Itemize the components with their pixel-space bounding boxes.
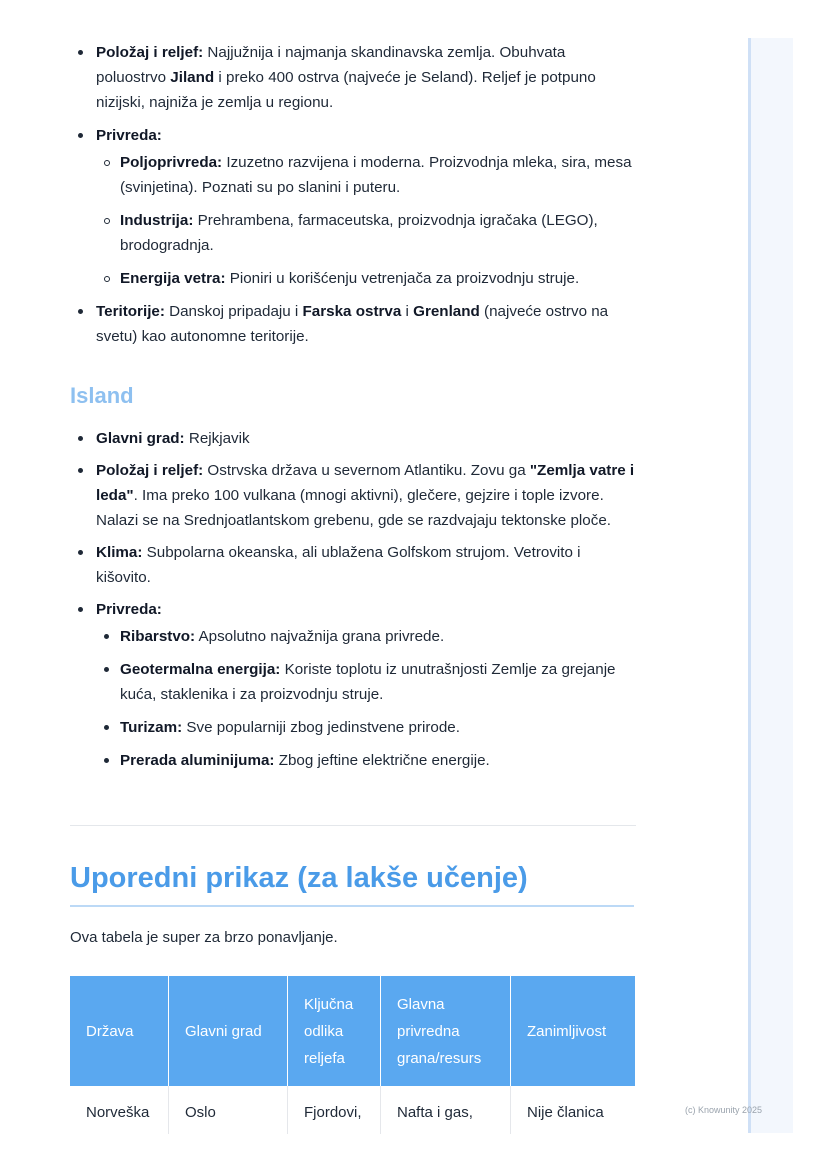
- label-teritorije: Teritorije:: [96, 303, 165, 320]
- text: . Ima preko 100 vulkana (mnogi aktivni), glečere, gejzire i tople izvore. Nalazi se na Srednjoatlantskom grebenu, gde se razdvajaju tektonske ploče.: [96, 487, 611, 529]
- list-item-polozaj: [70, 40, 636, 115]
- cell: Oslo: [169, 1086, 288, 1134]
- cell: Fjordovi,: [288, 1086, 381, 1134]
- label: Industrija:: [120, 212, 194, 229]
- cell: Norveška: [70, 1086, 169, 1134]
- comparison-intro: Ova tabela je super za brzo ponavljanje.: [70, 929, 338, 946]
- page-side-panel: [748, 38, 793, 1133]
- text: Danskoj pripadaju i: [164, 303, 303, 320]
- text: Koriste toplotu iz unutrašnjosti Zemlje za grejanje kuća, staklenika i za proizvodnju struje.: [120, 661, 616, 703]
- text: i: [401, 303, 414, 320]
- list-item: [96, 657, 636, 707]
- header-zanimljivost: Zanimljivost: [511, 976, 636, 1086]
- text: (najveće ostrvo na svetu) kao autonomne teritorije.: [96, 303, 609, 345]
- table-row: [70, 1086, 635, 1134]
- text: Subpolarna okeanska, ali ublažena Golfskom strujom. Vetrovito i kišovito.: [96, 544, 581, 586]
- text: Zbog jeftine električne energije.: [274, 752, 490, 769]
- label: Položaj i reljef:: [96, 462, 204, 479]
- bold-farska: Farska ostrva: [302, 303, 402, 320]
- text: Najjužnija i najmanja skandinavska zemlja. Obuhvata poluostrvo: [96, 44, 566, 86]
- list-item: [96, 266, 636, 291]
- label: Prerada aluminijuma:: [120, 752, 275, 769]
- list-item: [96, 208, 636, 258]
- label: Glavni grad:: [96, 430, 185, 447]
- list-item-klima: [70, 540, 636, 590]
- label-polozaj: Položaj i reljef:: [96, 44, 204, 61]
- table-header-row: [70, 976, 635, 1086]
- header-drzava: Država: [70, 976, 169, 1086]
- danska-privreda-sublist: [96, 150, 636, 291]
- label: Privreda:: [96, 601, 162, 618]
- bold-quote: "Zemlja vatre i leda": [96, 462, 635, 504]
- label: Energija vetra:: [120, 270, 226, 287]
- label: Turizam:: [120, 719, 183, 736]
- section-heading-island: Island: [70, 383, 134, 408]
- label: Poljoprivreda:: [120, 154, 223, 171]
- list-item: [96, 715, 636, 740]
- list-item-privreda: [70, 123, 636, 291]
- label: Klima:: [96, 544, 143, 561]
- text: Izuzetno razvijena i moderna. Proizvodnja mleka, sira, mesa (svinjetina). Poznati su po slanini i puteru.: [120, 154, 632, 196]
- bold-grenland: Grenland: [413, 303, 480, 320]
- island-privreda-sublist: [96, 624, 636, 773]
- cell: Nafta i gas,: [381, 1086, 511, 1134]
- list-item: [96, 624, 636, 649]
- header-privreda: Glavna privredna grana/resurs: [381, 976, 511, 1086]
- list-item-privreda: [70, 597, 636, 773]
- cell: Nije članica: [527, 1104, 604, 1121]
- island-list: [70, 426, 636, 781]
- text: Pioniri u korišćenju vetrenjača za proizvodnju struje.: [225, 270, 580, 287]
- list-item-polozaj: [70, 458, 636, 533]
- bold-jiland: Jiland: [170, 69, 215, 86]
- list-item: [96, 150, 636, 200]
- label: Ribarstvo:: [120, 628, 196, 645]
- list-item-teritorije: [70, 299, 636, 349]
- header-reljef: Ključna odlika reljefa: [288, 976, 381, 1086]
- text: Ostrvska država u severnom Atlantiku. Zovu ga: [203, 462, 530, 479]
- text: i preko 400 ostrva (najveće je Seland). Reljef je potpuno nizijski, najniža je zemlja u regionu.: [96, 69, 596, 111]
- copyright-note: (c) Knowunity 2025: [685, 1105, 763, 1115]
- label-privreda: Privreda:: [96, 127, 162, 144]
- danska-list: [70, 40, 636, 356]
- list-item: [96, 748, 636, 773]
- label: Geotermalna energija:: [120, 661, 281, 678]
- divider: [70, 825, 636, 826]
- text: Sve popularniji zbog jedinstvene prirode.: [182, 719, 460, 736]
- comparison-table: [70, 976, 635, 1134]
- text: Rejkjavik: [184, 430, 250, 447]
- list-item-glavni-grad: [70, 426, 636, 451]
- text: Apsolutno najvažnija grana privrede.: [195, 628, 445, 645]
- text: Prehrambena, farmaceutska, proizvodnja igračaka (LEGO), brodogradnja.: [120, 212, 598, 254]
- header-glavni-grad: Glavni grad: [169, 976, 288, 1086]
- section-heading-comparison: Uporedni prikaz (za lakše učenje): [70, 862, 634, 907]
